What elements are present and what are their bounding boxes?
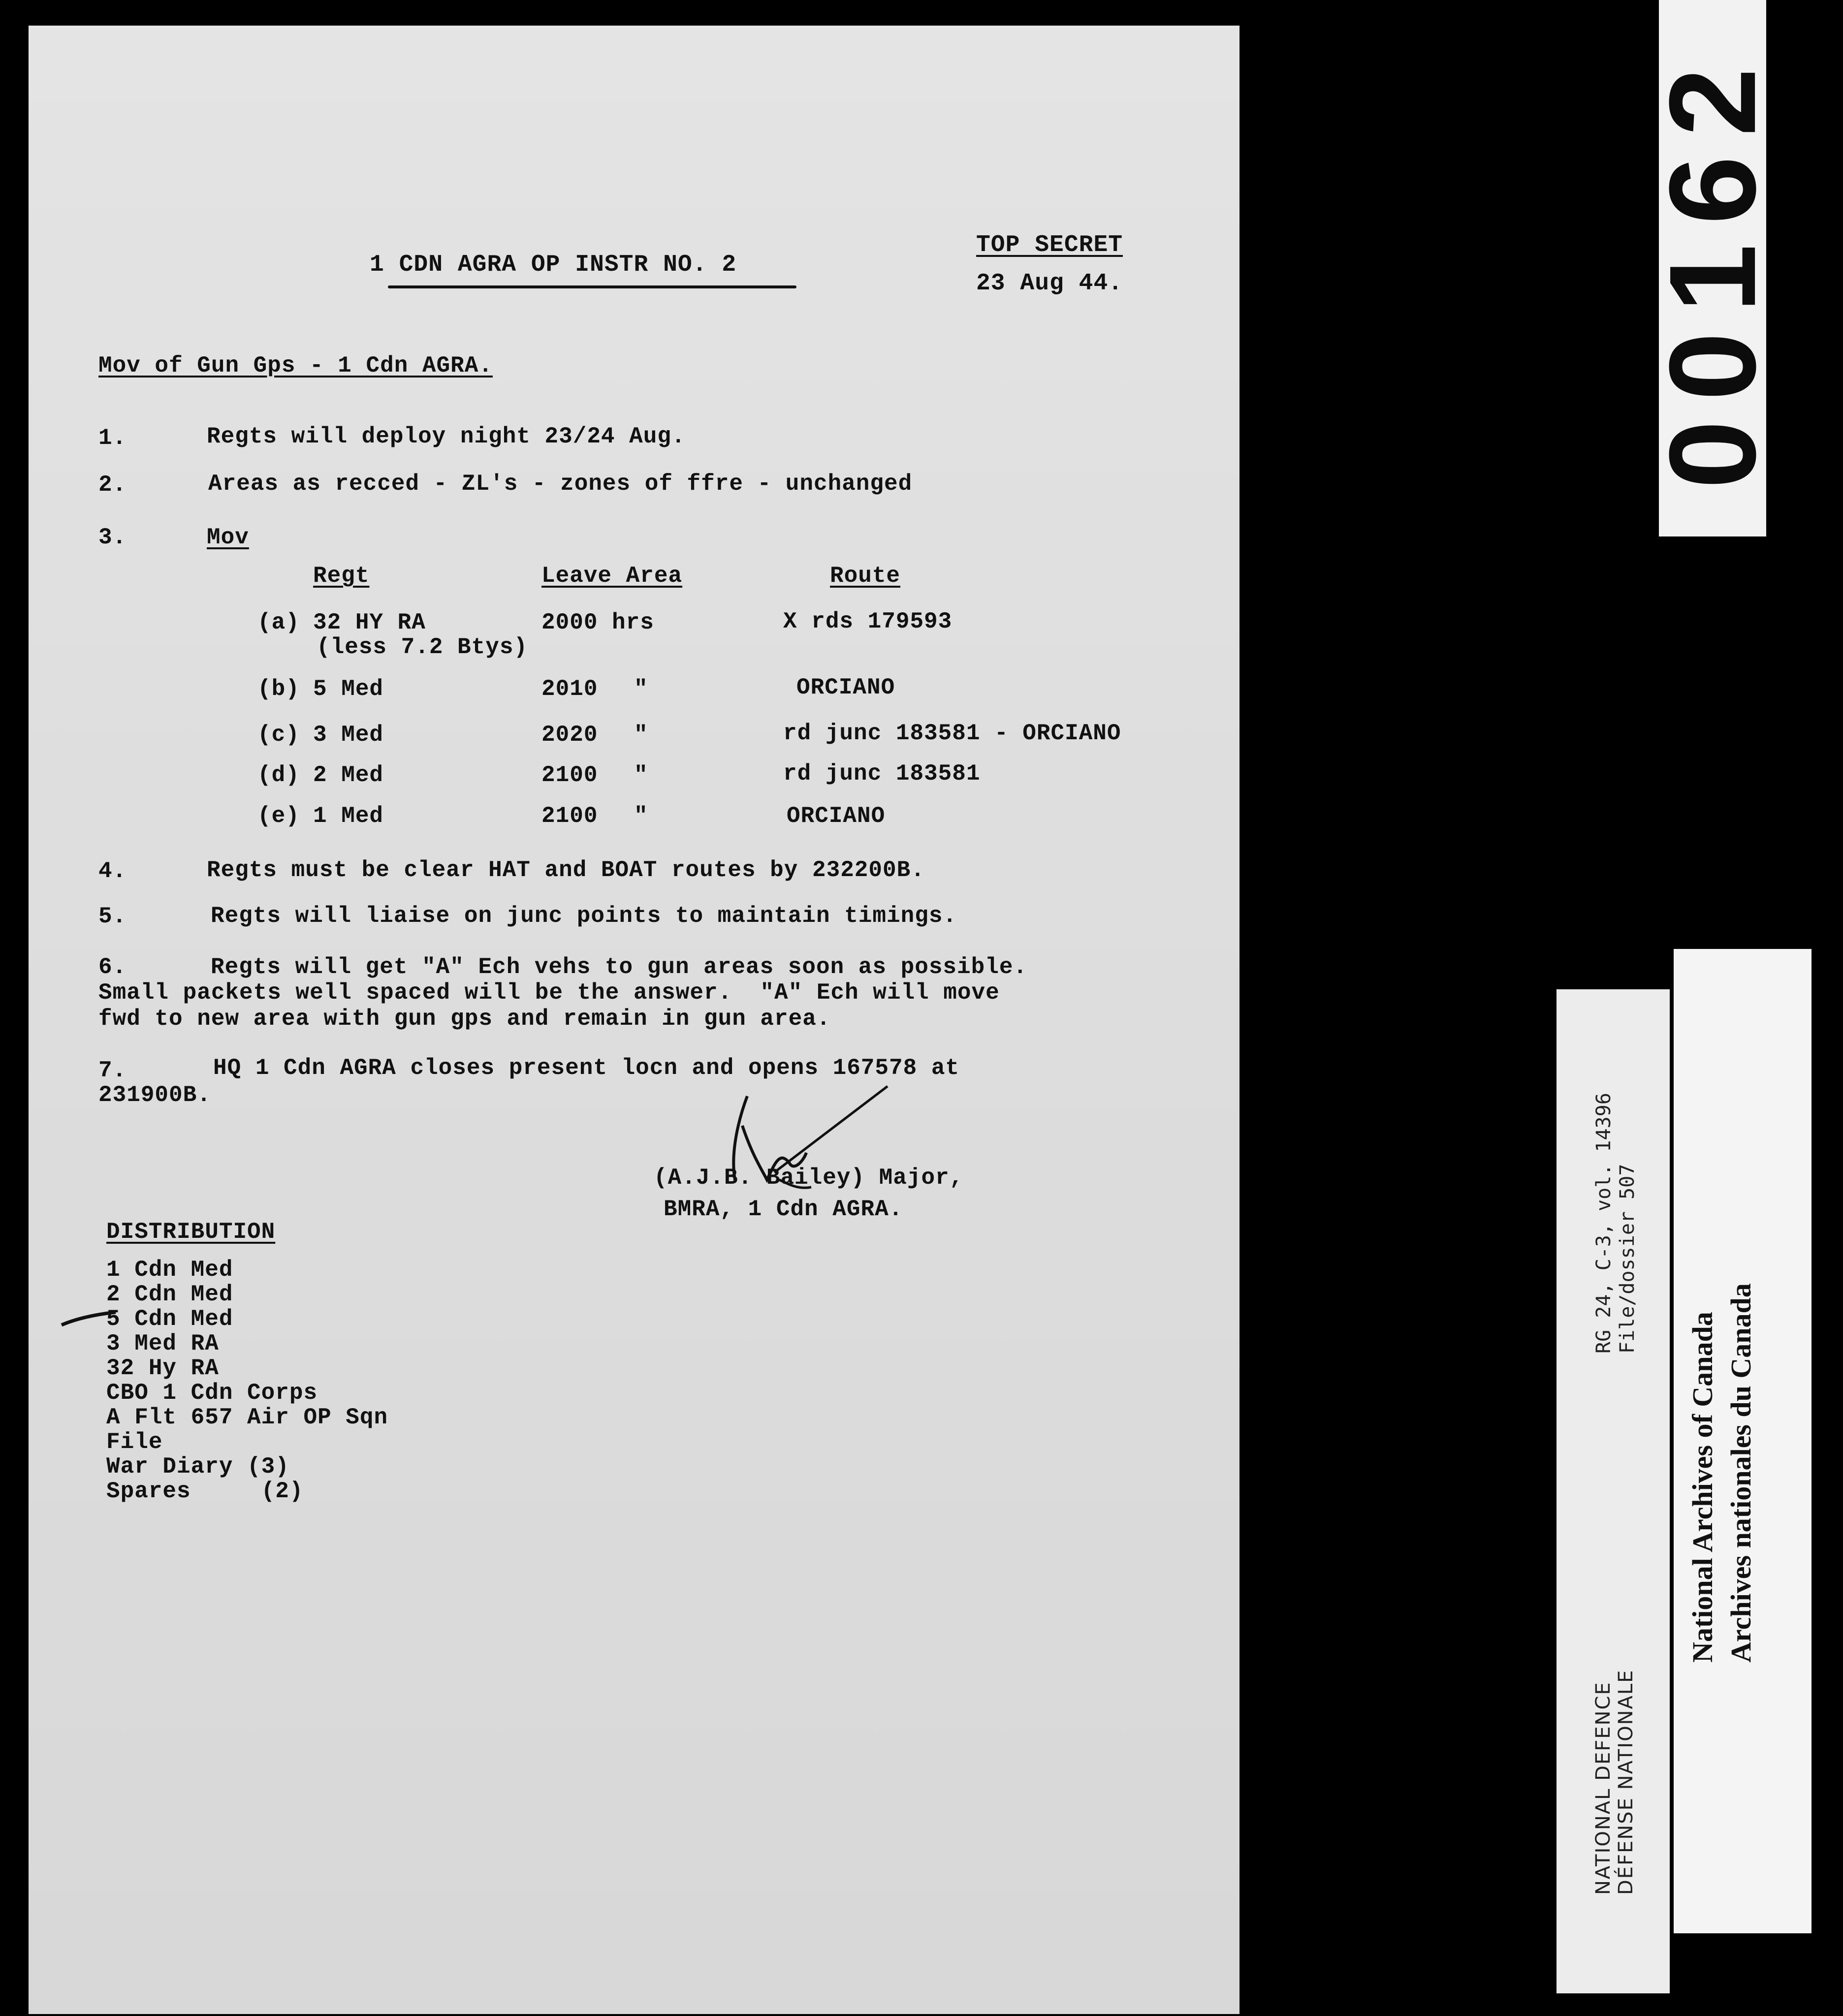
para-number: 5.: [98, 904, 127, 929]
row-route: ORCIANO: [787, 803, 886, 829]
row-regt: 3 Med: [313, 722, 384, 748]
row-label: (d): [257, 762, 300, 788]
row-regt: 32 HY RA: [313, 610, 426, 635]
row-label: (e): [257, 803, 300, 829]
row-ditto: ": [634, 722, 648, 748]
row-regt: 5 Med: [313, 676, 384, 702]
title-underline: [388, 285, 796, 288]
row-time: 2010: [541, 676, 598, 702]
document-date: 23 Aug 44.: [976, 270, 1123, 297]
para-continuation: 231900B.: [98, 1082, 211, 1108]
row-regt: 1 Med: [313, 803, 384, 829]
table-header-leave-area: Leave Area: [541, 563, 683, 589]
signature-name: (A.J.B. Bailey) Major,: [654, 1165, 964, 1191]
archives-name: National Archives of Canada Archives nationales du Canada: [1686, 1283, 1757, 1663]
distribution-heading: DISTRIBUTION: [106, 1219, 276, 1245]
row-regt-note: (less 7.2 Btys): [317, 634, 528, 660]
reference-code: RG 24, C-3, vol. 14396 File/dossier 507: [1592, 1093, 1639, 1354]
row-label: (c): [257, 722, 300, 748]
document-page: [29, 26, 1239, 2014]
row-ditto: ": [634, 762, 648, 788]
table-header-regt: Regt: [313, 563, 370, 589]
row-ditto: ": [634, 676, 648, 702]
tick-mark: [59, 1305, 118, 1335]
para-number: 2.: [98, 472, 127, 498]
para-text: Regts must be clear HAT and BOAT routes by 232200B.: [207, 857, 925, 883]
archives-label: [1674, 949, 1811, 1933]
para-text: Regts will deploy night 23/24 Aug.: [207, 424, 686, 449]
para-number: 4.: [98, 858, 127, 884]
para-number: 7.: [98, 1058, 127, 1083]
distribution-item: 2 Cdn Med: [106, 1282, 233, 1307]
para-number: 3.: [98, 525, 127, 550]
para-text: Regts will liaise on junc points to maintain timings.: [211, 903, 957, 929]
row-time: 2000 hrs: [541, 610, 654, 635]
distribution-item: 1 Cdn Med: [106, 1257, 233, 1283]
row-regt: 2 Med: [313, 762, 384, 788]
para-text: Mov: [207, 525, 249, 550]
row-label: (a): [257, 610, 300, 635]
row-ditto: ": [634, 803, 648, 829]
department-label: NATIONAL DEFENCE DÉFENSE NATIONALE: [1592, 1669, 1637, 1895]
distribution-item: 5 Cdn Med: [106, 1306, 233, 1332]
distribution-item: 32 Hy RA: [106, 1355, 219, 1381]
frame-number: 00162: [1644, 48, 1781, 489]
classification-label: TOP SECRET: [976, 232, 1123, 258]
subject-line: Mov of Gun Gps - 1 Cdn AGRA.: [98, 353, 493, 378]
para-text: Regts will get "A" Ech vehs to gun areas soon as possible.: [211, 954, 1028, 980]
para-number: 1.: [98, 425, 127, 451]
document-title: 1 CDN AGRA OP INSTR NO. 2: [370, 252, 737, 278]
frame-number-stamp: [1644, 0, 1781, 536]
distribution-item: 3 Med RA: [106, 1331, 219, 1356]
row-route: X rds 179593: [783, 609, 953, 634]
para-continuation: fwd to new area with gun gps and remain in gun area.: [98, 1006, 831, 1032]
row-route: ORCIANO: [796, 675, 895, 700]
para-text: HQ 1 Cdn AGRA closes present locn and opens 167578 at: [213, 1055, 960, 1081]
signature-scrawl: [705, 1067, 912, 1214]
signature-appointment: BMRA, 1 Cdn AGRA.: [664, 1197, 903, 1222]
row-time: 2100: [541, 803, 598, 829]
distribution-item: File: [106, 1429, 163, 1455]
row-route: rd junc 183581: [783, 761, 981, 787]
distribution-item: War Diary (3): [106, 1454, 289, 1480]
row-route: rd junc 183581 - ORCIANO: [783, 721, 1121, 746]
row-label: (b): [257, 676, 300, 702]
para-number: 6.: [98, 954, 127, 980]
table-header-route: Route: [830, 563, 901, 589]
para-text: Areas as recced - ZL's - zones of ffre - unchanged: [208, 471, 913, 497]
row-time: 2020: [541, 722, 598, 748]
reference-label: [1557, 989, 1670, 1993]
distribution-item: CBO 1 Cdn Corps: [106, 1380, 318, 1406]
distribution-item: A Flt 657 Air OP Sqn: [106, 1405, 388, 1430]
para-continuation: Small packets well spaced will be the answer. "A" Ech will move: [98, 980, 1000, 1006]
row-time: 2100: [541, 762, 598, 788]
distribution-item: Spares (2): [106, 1479, 304, 1504]
